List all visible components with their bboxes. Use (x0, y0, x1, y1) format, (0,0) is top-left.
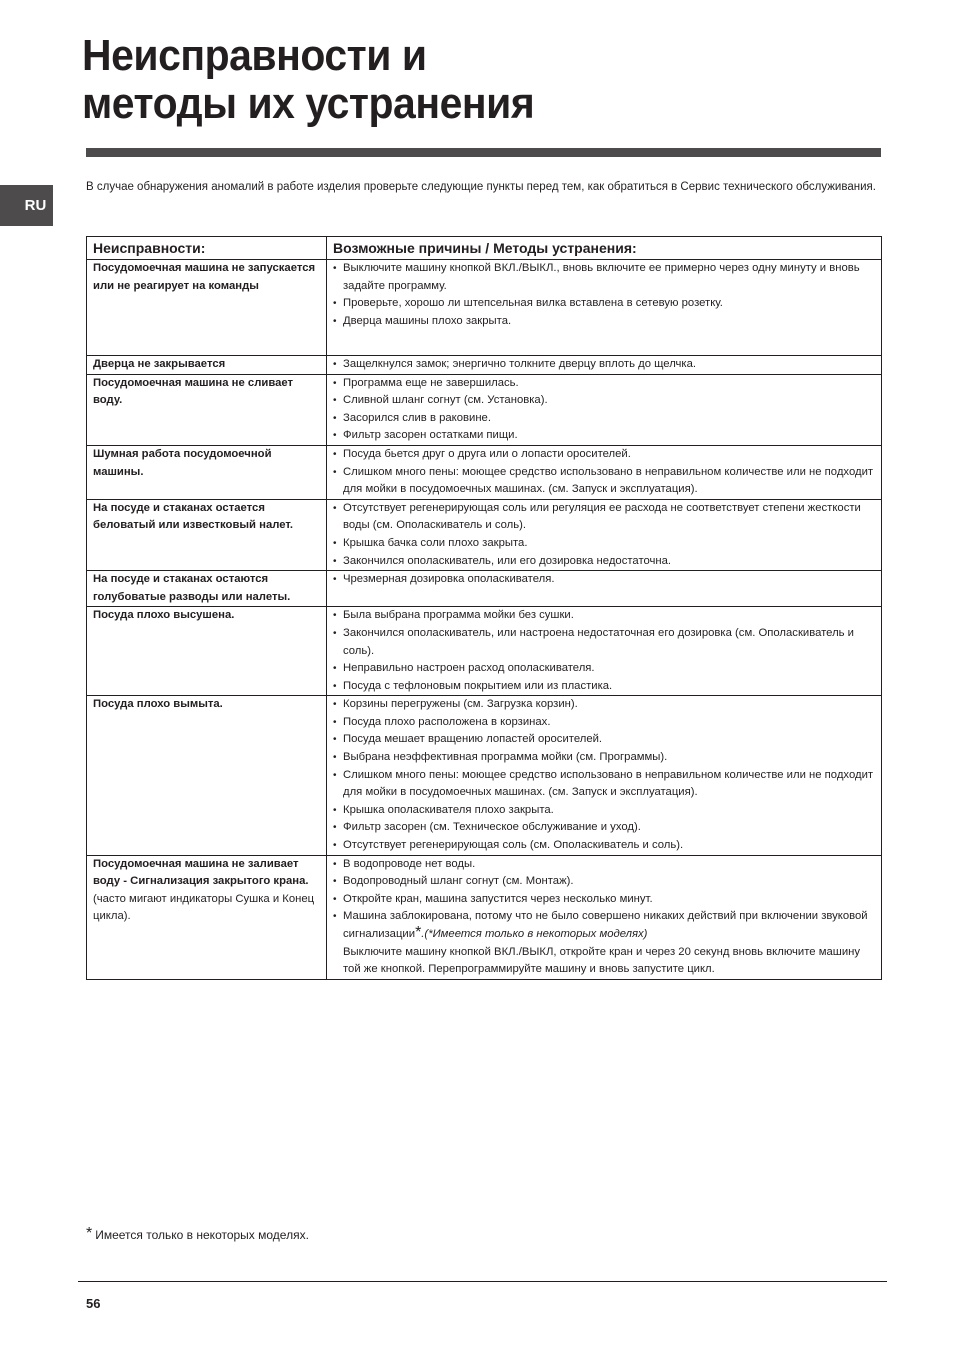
table-row (87, 356, 882, 375)
column-header-causes: Возможные причины / Методы устранения: (327, 237, 882, 260)
cause-item: • Сливной шланг согнут (см. Установка). (333, 392, 875, 410)
causes-cell (327, 260, 882, 356)
causes-cell (327, 855, 882, 979)
table-row (87, 445, 882, 499)
fault-cell: Посуда плохо вымыта. (87, 696, 327, 855)
intro-text: В случае обнаружения аномалий в работе изделия проверьте следующие пункты перед тем, как обратиться в Сервис технического обслуживания. (86, 181, 876, 193)
causes-cell (327, 374, 882, 445)
cause-item: • Посуда мешает вращению лопастей оросителей. (333, 731, 875, 749)
footnote (86, 1225, 309, 1242)
table-header-row (87, 237, 882, 260)
table-row (87, 607, 882, 696)
table-row (87, 571, 882, 607)
fault-cell: Посуда плохо высушена. (87, 607, 327, 696)
fault-text: Посудомоечная машина не заливает воду - Сигнализация закрытого крана. (93, 857, 309, 888)
cause-item: • Отсутствует регенерирующая соль (см. Ополаскиватель и соль). (333, 837, 875, 855)
cause-item: • Посуда с тефлоновым покрытием или из пластика. (333, 678, 875, 696)
cause-item: • Водопроводный шланг согнут (см. Монтаж). (333, 873, 875, 891)
page-number: 56 (86, 1296, 101, 1311)
causes-cell (327, 607, 882, 696)
causes-cell (327, 356, 882, 375)
fault-note: (часто мигают индикаторы Сушка и Конец цикла). (93, 892, 315, 923)
column-header-faults: Неисправности: (87, 237, 327, 260)
cause-item: • Корзины перегружены (см. Загрузка корзин). (333, 696, 875, 714)
cause-item: • Дверца машины плохо закрыта. (333, 313, 875, 331)
table-row (87, 374, 882, 445)
asterisk-icon: * (86, 1225, 93, 1242)
cause-item: • Посуда бьется друг о друга или о лопасти оросителей. (333, 446, 875, 464)
cause-item: • Посуда плохо расположена в корзинах. (333, 714, 875, 732)
troubleshooting-table (86, 236, 882, 980)
footnote-text: Имеется только в некоторых моделях. (95, 1228, 309, 1242)
cause-item: • Выключите машину кнопкой ВКЛ./ВЫКЛ., вновь включите ее примерно через одну минуту и вновь задайте программу. (333, 260, 875, 295)
cause-item: • Неправильно настроен расход ополаскивателя. (333, 660, 875, 678)
cause-item: • Закончился ополаскиватель, или настроена недостаточная его дозировка (см. Ополаскиватель и соль). (333, 625, 875, 660)
asterisk-icon: * (415, 924, 422, 941)
footer-divider (78, 1281, 887, 1282)
cause-item: • Защелкнулся замок; энергично толкните дверцу вплоть до щелчка. (333, 356, 875, 374)
fault-cell (87, 855, 327, 979)
cause-item: • Откройте кран, машина запустится через несколько минут. (333, 891, 875, 909)
cause-item: • Программа еще не завершилась. (333, 375, 875, 393)
fault-cell: Посудомоечная машина не сливает воду. (87, 374, 327, 445)
cause-item: • Слишком много пены: моющее средство использовано в неправильном количестве или не подходит для мойки в посудомоечных машинах. (см. Запуск и эксплуатация). (333, 767, 875, 802)
page-title-line-2: методы их устранения (82, 79, 535, 128)
cause-item: • Чрезмерная дозировка ополаскивателя. (333, 571, 875, 589)
fault-cell: Шумная работа посудомоечной машины. (87, 445, 327, 499)
cause-item: • Выбрана неэффективная программа мойки (см. Программы). (333, 749, 875, 767)
cause-item: • Крышка ополаскивателя плохо закрыта. (333, 802, 875, 820)
cause-item: • Слишком много пены: моющее средство использовано в неправильном количестве или не подходит для мойки в посудомоечных машинах. (см. Запуск и эксплуатация). (333, 464, 875, 499)
cause-item: • Проверьте, хорошо ли штепсельная вилка вставлена в сетевую розетку. (333, 295, 875, 313)
fault-cell: На посуде и стаканах остается беловатый или известковый налет. (87, 499, 327, 570)
cause-item: • Фильтр засорен (см. Техническое обслуживание и уход). (333, 819, 875, 837)
blocked-cause-text: Машина заблокирована, потому что не было совершено никаких действий при включении звуковой сигнализации (343, 910, 868, 940)
fault-cell: Посудомоечная машина не запускается или не реагирует на команды (87, 260, 327, 356)
causes-cell (327, 696, 882, 855)
page-title (82, 32, 534, 128)
causes-cell (327, 571, 882, 607)
cause-item: • Отсутствует регенерирующая соль или регуляция ее расхода не соответствует степени жесткости воды (см. Ополаскиватель и соль). (333, 500, 875, 535)
cause-item: • Крышка бачка соли плохо закрыта. (333, 535, 875, 553)
causes-cell (327, 445, 882, 499)
blocked-cause-note: .(*Имеется только в некоторых моделях) (421, 928, 648, 940)
table-row (87, 696, 882, 855)
table-row (87, 499, 882, 570)
cause-item: • Засорился слив в раковине. (333, 410, 875, 428)
cause-item: • В водопроводе нет воды. (333, 856, 875, 874)
fault-cell: На посуде и стаканах остаются голубоватые разводы или налеты. (87, 571, 327, 607)
table-row (87, 260, 882, 356)
cause-item-blocked (333, 908, 875, 943)
blocked-cause-action: Выключите машину кнопкой ВКЛ./ВЫКЛ, откройте кран и через 20 секунд вновь включите машину той же кнопкой. Перепрограммируйте машину и вновь запустите цикл. (343, 945, 861, 976)
cause-item: • Фильтр засорен остатками пищи. (333, 427, 875, 445)
cause-item: • Была выбрана программа мойки без сушки. (333, 607, 875, 625)
page-title-line-1: Неисправности и (82, 31, 427, 80)
fault-cell: Дверца не закрывается (87, 356, 327, 375)
title-divider-bar (86, 148, 881, 157)
cause-item: • Закончился ополаскиватель, или его дозировка недостаточна. (333, 553, 875, 571)
table-row (87, 855, 882, 979)
causes-cell (327, 499, 882, 570)
language-tab: RU (0, 185, 53, 226)
